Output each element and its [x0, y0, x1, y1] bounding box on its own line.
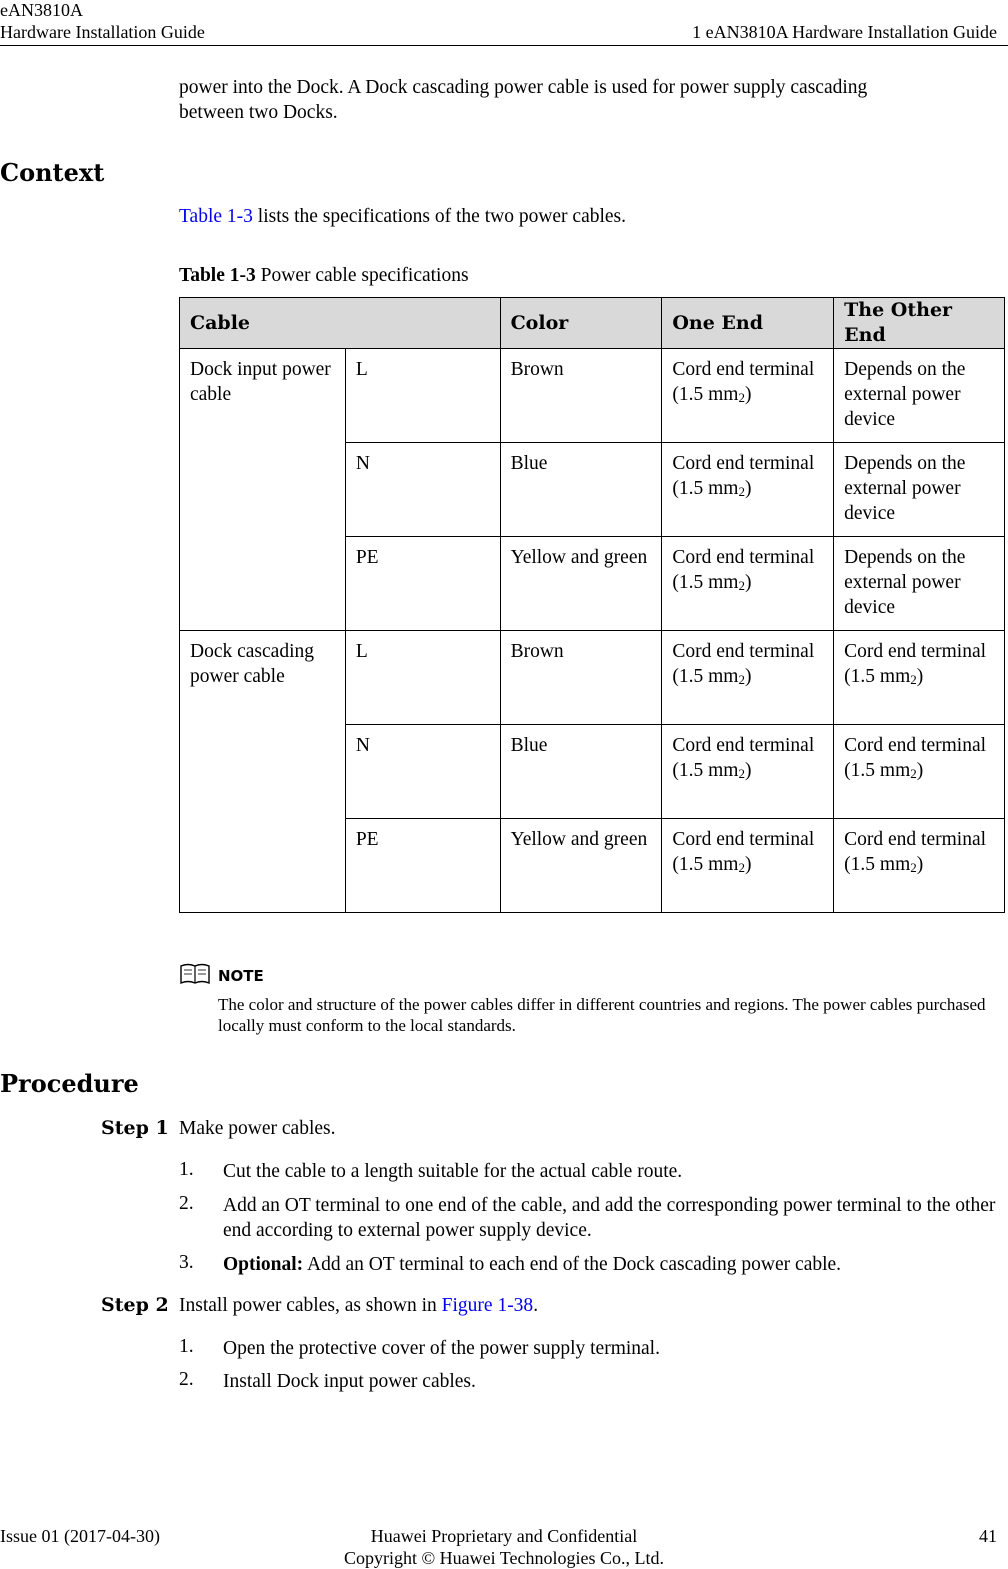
- wire-cell: L: [345, 349, 500, 443]
- color-cell: Blue: [500, 725, 662, 819]
- footer-center: [0, 1525, 1008, 1569]
- other-end-cell: Cord end terminal (1.5 $mm_2$): [834, 819, 1005, 913]
- color-cell: Brown: [500, 631, 662, 725]
- cable-name-cell: Dock cascading power cable: [180, 631, 346, 913]
- other-end-cell: Depends on the external power device: [834, 349, 1005, 443]
- figure-ref-link[interactable]: Figure 1-38: [441, 1295, 534, 1316]
- list-item-text: Open the protective cover of the power supply terminal.: [223, 1338, 660, 1359]
- color-cell: Yellow and green: [500, 819, 662, 913]
- footer-issue: Issue 01 (2017-04-30): [0, 1526, 160, 1546]
- wire-cell: PE: [345, 537, 500, 631]
- procedure-heading: Procedure: [0, 1069, 139, 1098]
- step-2-text: Install power cables, as shown in Figure 1-38.: [179, 1295, 539, 1316]
- list-item-number: 1.: [179, 1336, 194, 1357]
- one-end-cell: Cord end terminal (1.5 $mm_2$): [662, 443, 834, 537]
- table-caption: [179, 265, 469, 287]
- table-header-row: [180, 298, 1005, 349]
- context-heading: Context: [0, 158, 105, 187]
- col-header-color: Color: [500, 298, 662, 349]
- other-end-cell: Cord end terminal (1.5 $mm_2$): [834, 631, 1005, 725]
- list-item-number: 3.: [179, 1252, 194, 1273]
- color-cell: Yellow and green: [500, 537, 662, 631]
- other-end-cell: Depends on the external power device: [834, 443, 1005, 537]
- table-row: [180, 631, 1005, 725]
- table-caption-label: Table 1-3: [179, 265, 256, 286]
- footer-company: Huawei Proprietary and Confidential: [370, 1526, 638, 1546]
- one-end-cell: Cord end terminal (1.5 $mm_2$): [662, 631, 834, 725]
- other-end-cell: Depends on the external power device: [834, 537, 1005, 631]
- list-item-text: Cut the cable to a length suitable for the actual cable route.: [223, 1161, 683, 1182]
- header-product: eAN3810A: [0, 0, 83, 20]
- one-end-cell: Cord end terminal (1.5 $mm_2$): [662, 537, 834, 631]
- note-label: NOTE: [218, 967, 264, 985]
- table-caption-text: Power cable specifications: [255, 265, 469, 286]
- intro-paragraph: [179, 75, 999, 125]
- context-text: lists the specifications of the two power cables.: [252, 206, 627, 227]
- intro-line-2: between two Docks.: [179, 102, 338, 123]
- cable-name-cell: Dock input power cable: [180, 349, 346, 631]
- table-ref-link[interactable]: Table 1-3: [179, 206, 253, 227]
- list-item-number: 2.: [179, 1193, 194, 1214]
- header-guide-title: Hardware Installation Guide: [0, 22, 205, 42]
- col-header-other-end: The Other End: [834, 298, 1005, 349]
- step-1-label: Step 1: [101, 1117, 169, 1139]
- wire-cell: PE: [345, 819, 500, 913]
- context-paragraph: [179, 204, 999, 229]
- color-cell: Brown: [500, 349, 662, 443]
- footer-page-number: 41: [979, 1526, 997, 1546]
- wire-cell: N: [345, 725, 500, 819]
- col-header-cable: Cable: [180, 298, 501, 349]
- footer-copyright: Copyright © Huawei Technologies Co., Ltd.: [343, 1548, 665, 1568]
- list-item-text: Optional: Add an OT terminal to each end of the Dock cascading power cable.: [223, 1254, 842, 1275]
- list-item-text: Add an OT terminal to one end of the cable, and add the corresponding power terminal to the other end according to external power supply device.: [223, 1195, 996, 1241]
- wire-cell: N: [345, 443, 500, 537]
- one-end-cell: Cord end terminal (1.5 $mm_2$): [662, 725, 834, 819]
- header-chapter: 1 eAN3810A Hardware Installation Guide: [692, 22, 997, 42]
- step-1-text: Make power cables.: [179, 1118, 336, 1139]
- one-end-cell: Cord end terminal (1.5 $mm_2$): [662, 349, 834, 443]
- optional-label: Optional:: [223, 1254, 304, 1275]
- list-item-text: Install Dock input power cables.: [223, 1371, 476, 1392]
- intro-line-1: power into the Dock. A Dock cascading power cable is used for power supply cascading: [179, 77, 868, 98]
- one-end-cell: Cord end terminal (1.5 $mm_2$): [662, 819, 834, 913]
- wire-cell: L: [345, 631, 500, 725]
- col-header-one-end: One End: [662, 298, 834, 349]
- list-item-number: 1.: [179, 1159, 194, 1180]
- header-divider: [0, 45, 1008, 46]
- color-cell: Blue: [500, 443, 662, 537]
- note-text: The color and structure of the power cables differ in different countries and regions. The power cables purchased locally must conform to the local standards.: [218, 995, 986, 1035]
- list-item-number: 2.: [179, 1369, 194, 1390]
- power-cable-spec-table: [179, 297, 1005, 913]
- other-end-cell: Cord end terminal (1.5 $mm_2$): [834, 725, 1005, 819]
- table-row: [180, 349, 1005, 443]
- note-book-icon: [179, 962, 211, 986]
- step-2-label: Step 2: [101, 1294, 169, 1316]
